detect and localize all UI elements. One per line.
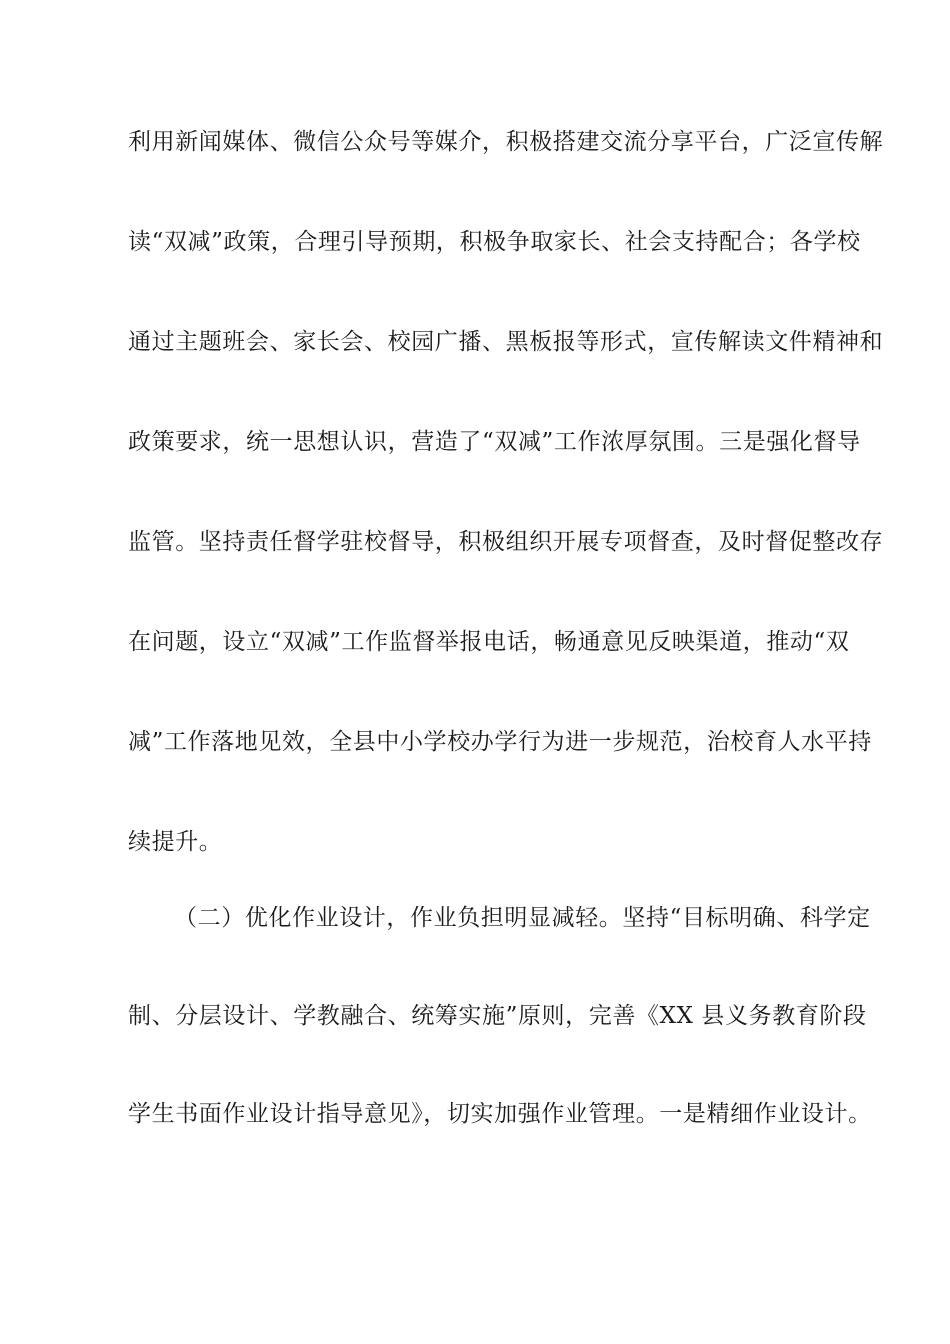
paragraph-line: 制、分层设计、学教融合、统筹实施”原则，完善《XX 县义务教育阶段 (128, 1003, 867, 1029)
paragraph-line: 在问题，设立“双减”工作监督举报电话，畅通意见反映渠道，推动“双 (128, 629, 850, 655)
paragraph-line: 学生书面作业设计指导意见》，切实加强作业管理。一是精细作业设计。 (128, 1101, 872, 1127)
paragraph-line: 减”工作落地见效，全县中小学校办学行为进一步规范，治校育人水平持 (128, 729, 872, 755)
paragraph-line-last: 续提升。 (128, 829, 223, 855)
paragraph-line: 政策要求，统一思想认识，营造了“双减”工作浓厚氛围。三是强化督导 (128, 429, 861, 455)
paragraph-line: 利用新闻媒体、微信公众号等媒介，积极搭建交流分享平台，广泛宣传解 (128, 129, 884, 155)
paragraph-line: 读“双减”政策，合理引导预期，积极争取家长、社会支持配合；各学校 (128, 229, 861, 255)
section-heading-line: （二）优化作业设计，作业负担明显减轻。坚持“目标明确、科学定 (174, 905, 871, 931)
paragraph-line: 通过主题班会、家长会、校园广播、黑板报等形式，宣传解读文件精神和 (128, 329, 884, 355)
paragraph-line: 监管。坚持责任督学驻校督导，积极组织开展专项督查，及时督促整改存 (128, 529, 884, 555)
